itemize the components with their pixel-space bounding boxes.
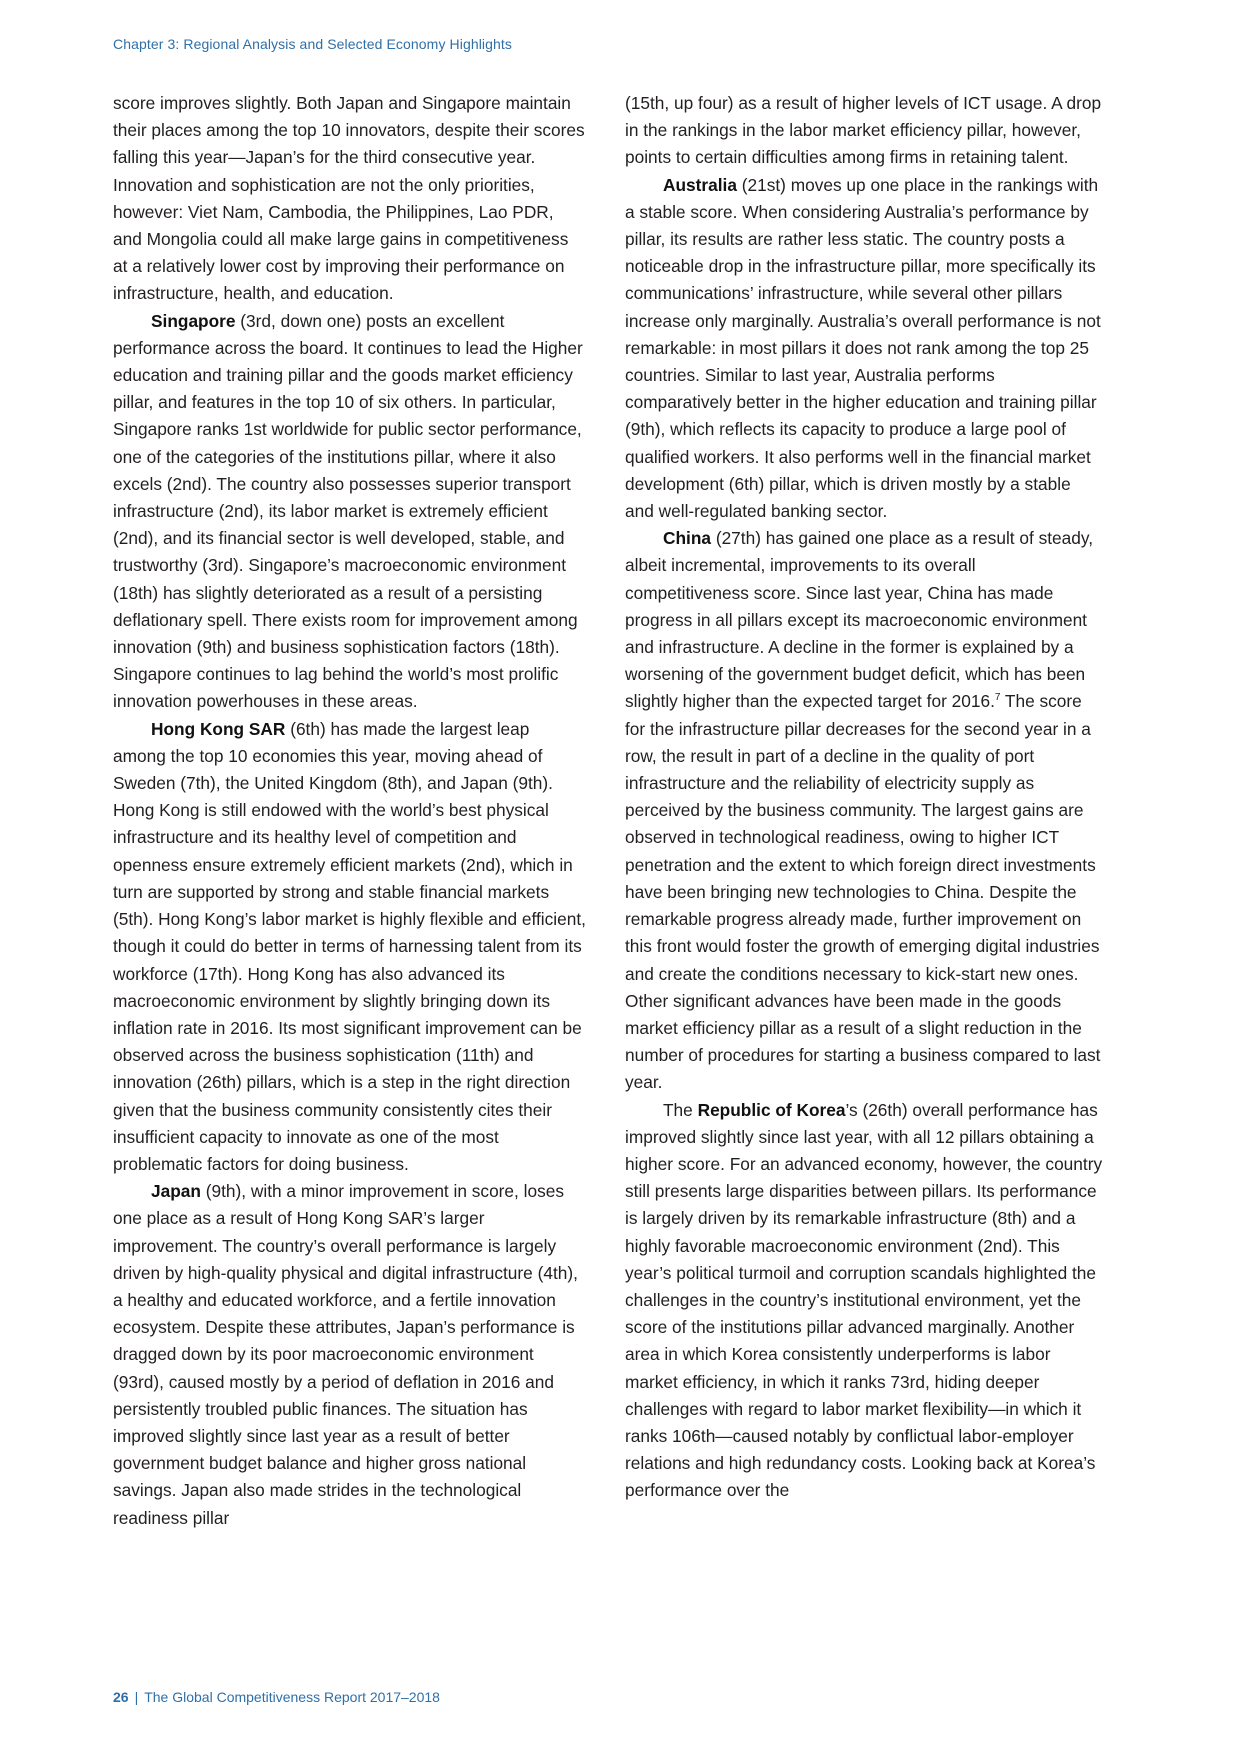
country-name-japan: Japan [151, 1181, 201, 1202]
paragraph-text: (6th) has made the largest leap among the top 10 economies this year, moving ahead of Sweden (7th), the United Kingdom (8th), and Japan (9th). Hong Kong is still endowed with the world’s best physical infrastructure and its healthy level of competition and openness ensure extremely efficient markets (2nd), which in turn are supported by strong and stable financial markets (5th). Hong Kong’s labor market is highly flexible and efficient, though it could do better in terms of harnessing talent from its workforce (17th). Hong Kong has also advanced its macroeconomic environment by slightly bringing down its inflation rate in 2016. Its most significant improvement can be observed across the business sophistication (11th) and innovation (26th) pillars, which is a step in the right direction given that the business community consistently cites their insufficient capacity to innovate as one of the most problematic factors for doing business. [113, 718, 586, 1174]
paragraph-text: (27th) has gained one place as a result of steady, albeit incremental, improvements to its overall competitiveness score. Since last year, China has made progress in all pillars except its macroeconomic environment and infrastructure. A decline in the former is explained by a worsening of the government budget deficit, which has been slightly higher than the expected target for 2016. [625, 528, 1094, 712]
country-name-hong-kong: Hong Kong SAR [151, 718, 286, 739]
paragraph-australia [625, 172, 1103, 526]
paragraph-text: The score for the infrastructure pillar decreases for the second year in a row, the result in part of a decline in the quality of port infrastructure and the reliability of electricity supply as perceived by the business community. The largest gains are observed in technological readiness, owing to higher ICT penetration and the extent to which foreign direct investments have been bringing new technologies to China. Despite the remarkable progress already made, further improvement on this front would foster the growth of emerging digital industries and create the conditions necessary to kick-start new ones. Other significant advances have been made in the goods market efficiency pillar as a result of a slight reduction in the number of procedures for starting a business compared to last year. [625, 691, 1101, 1093]
page-number: 26 [113, 1689, 129, 1705]
country-name-china: China [663, 528, 712, 549]
paragraph-china [625, 525, 1103, 1096]
country-name-australia: Australia [663, 174, 737, 195]
paragraph-korea [625, 1097, 1103, 1505]
paragraph-text: (9th), with a minor improvement in score, loses one place as a result of Hong Kong SAR’s larger improvement. The country’s overall performance is largely driven by high-quality physical and digital infrastructure (4th), a healthy and educated workforce, and a fertile innovation ecosystem. Despite these attributes, Japan’s performance is dragged down by its poor macroeconomic environment (93rd), caused mostly by a period of deflation in 2016 and persistently troubled public finances. The situation has improved slightly since last year as a result of better government budget balance and higher gross national savings. Japan also made strides in the technological readiness pillar [113, 1181, 578, 1528]
country-name-singapore: Singapore [151, 310, 236, 331]
paragraph-singapore [113, 308, 587, 716]
right-column [625, 90, 1103, 1505]
paragraph-hong-kong [113, 716, 587, 1178]
paragraph-japan-continued: (15th, up four) as a result of higher levels of ICT usage. A drop in the rankings in the labor market efficiency pillar, however, points to certain difficulties among firms in retaining talent. [625, 93, 1102, 168]
paragraph-lead: The [663, 1099, 698, 1120]
paragraph-intro-continued: score improves slightly. Both Japan and Singapore maintain their places among the top 10 innovators, despite their scores falling this year—Japan’s for the third consecutive year. Innovation and sophistication are not the only priorities, however: Viet Nam, Cambodia, the Philippines, Lao PDR, and Mongolia could all make large gains in competitiveness at a relatively lower cost by improving their performance on infrastructure, health, and education. [113, 93, 585, 304]
paragraph-japan [113, 1178, 587, 1532]
country-name-korea: Republic of Korea [697, 1099, 846, 1120]
page-footer [113, 1689, 440, 1705]
paragraph-text: (21st) moves up one place in the rankings with a stable score. When considering Australia’s performance by pillar, its results are rather less static. The country posts a noticeable drop in the infrastructure pillar, more specifically its communications’ infrastructure, while several other pillars increase only marginally. Australia’s overall performance is not remarkable: in most pillars it does not rank among the top 25 countries. Similar to last year, Australia performs comparatively better in the higher education and training pillar (9th), which reflects its capacity to produce a large pool of qualified workers. It also performs well in the financial market development (6th) pillar, which is driven mostly by a stable and well-regulated banking sector. [625, 174, 1101, 522]
paragraph-text: ’s (26th) overall performance has improved slightly since last year, with all 12 pillars obtaining a higher score. For an advanced economy, however, the country still presents large disparities between pillars. Its performance is largely driven by its remarkable infrastructure (8th) and a highly favorable macroeconomic environment (2nd). This year’s political turmoil and corruption scandals highlighted the challenges in the country’s institutional environment, yet the score of the institutions pillar advanced marginally. Another area in which Korea consistently underperforms is labor market efficiency, in which it ranks 73rd, hiding deeper challenges with regard to labor market flexibility—in which it ranks 106th—caused notably by conflictual labor-employer relations and high redundancy costs. Looking back at Korea’s performance over the [625, 1099, 1103, 1501]
left-column [113, 90, 587, 1532]
report-title: The Global Competitiveness Report 2017–2018 [144, 1689, 440, 1705]
running-header: Chapter 3: Regional Analysis and Selected Economy Highlights [113, 36, 513, 52]
paragraph-text: (3rd, down one) posts an excellent performance across the board. It continues to lead the Higher education and training pillar and the goods market efficiency pillar, and features in the top 10 of six others. In particular, Singapore ranks 1st worldwide for public sector performance, one of the categories of the institutions pillar, where it also excels (2nd). The country also possesses superior transport infrastructure (2nd), its labor market is extremely efficient (2nd), and its financial sector is well developed, stable, and trustworthy (3rd). Singapore’s macroeconomic environment (18th) has slightly deteriorated as a result of a persisting deflationary spell. There exists room for improvement among innovation (9th) and business sophistication factors (18th). Singapore continues to lag behind the world’s most prolific innovation powerhouses in these areas. [113, 310, 583, 712]
footer-separator: | [134, 1689, 139, 1705]
footnote-reference[interactable]: 7 [994, 692, 1001, 704]
